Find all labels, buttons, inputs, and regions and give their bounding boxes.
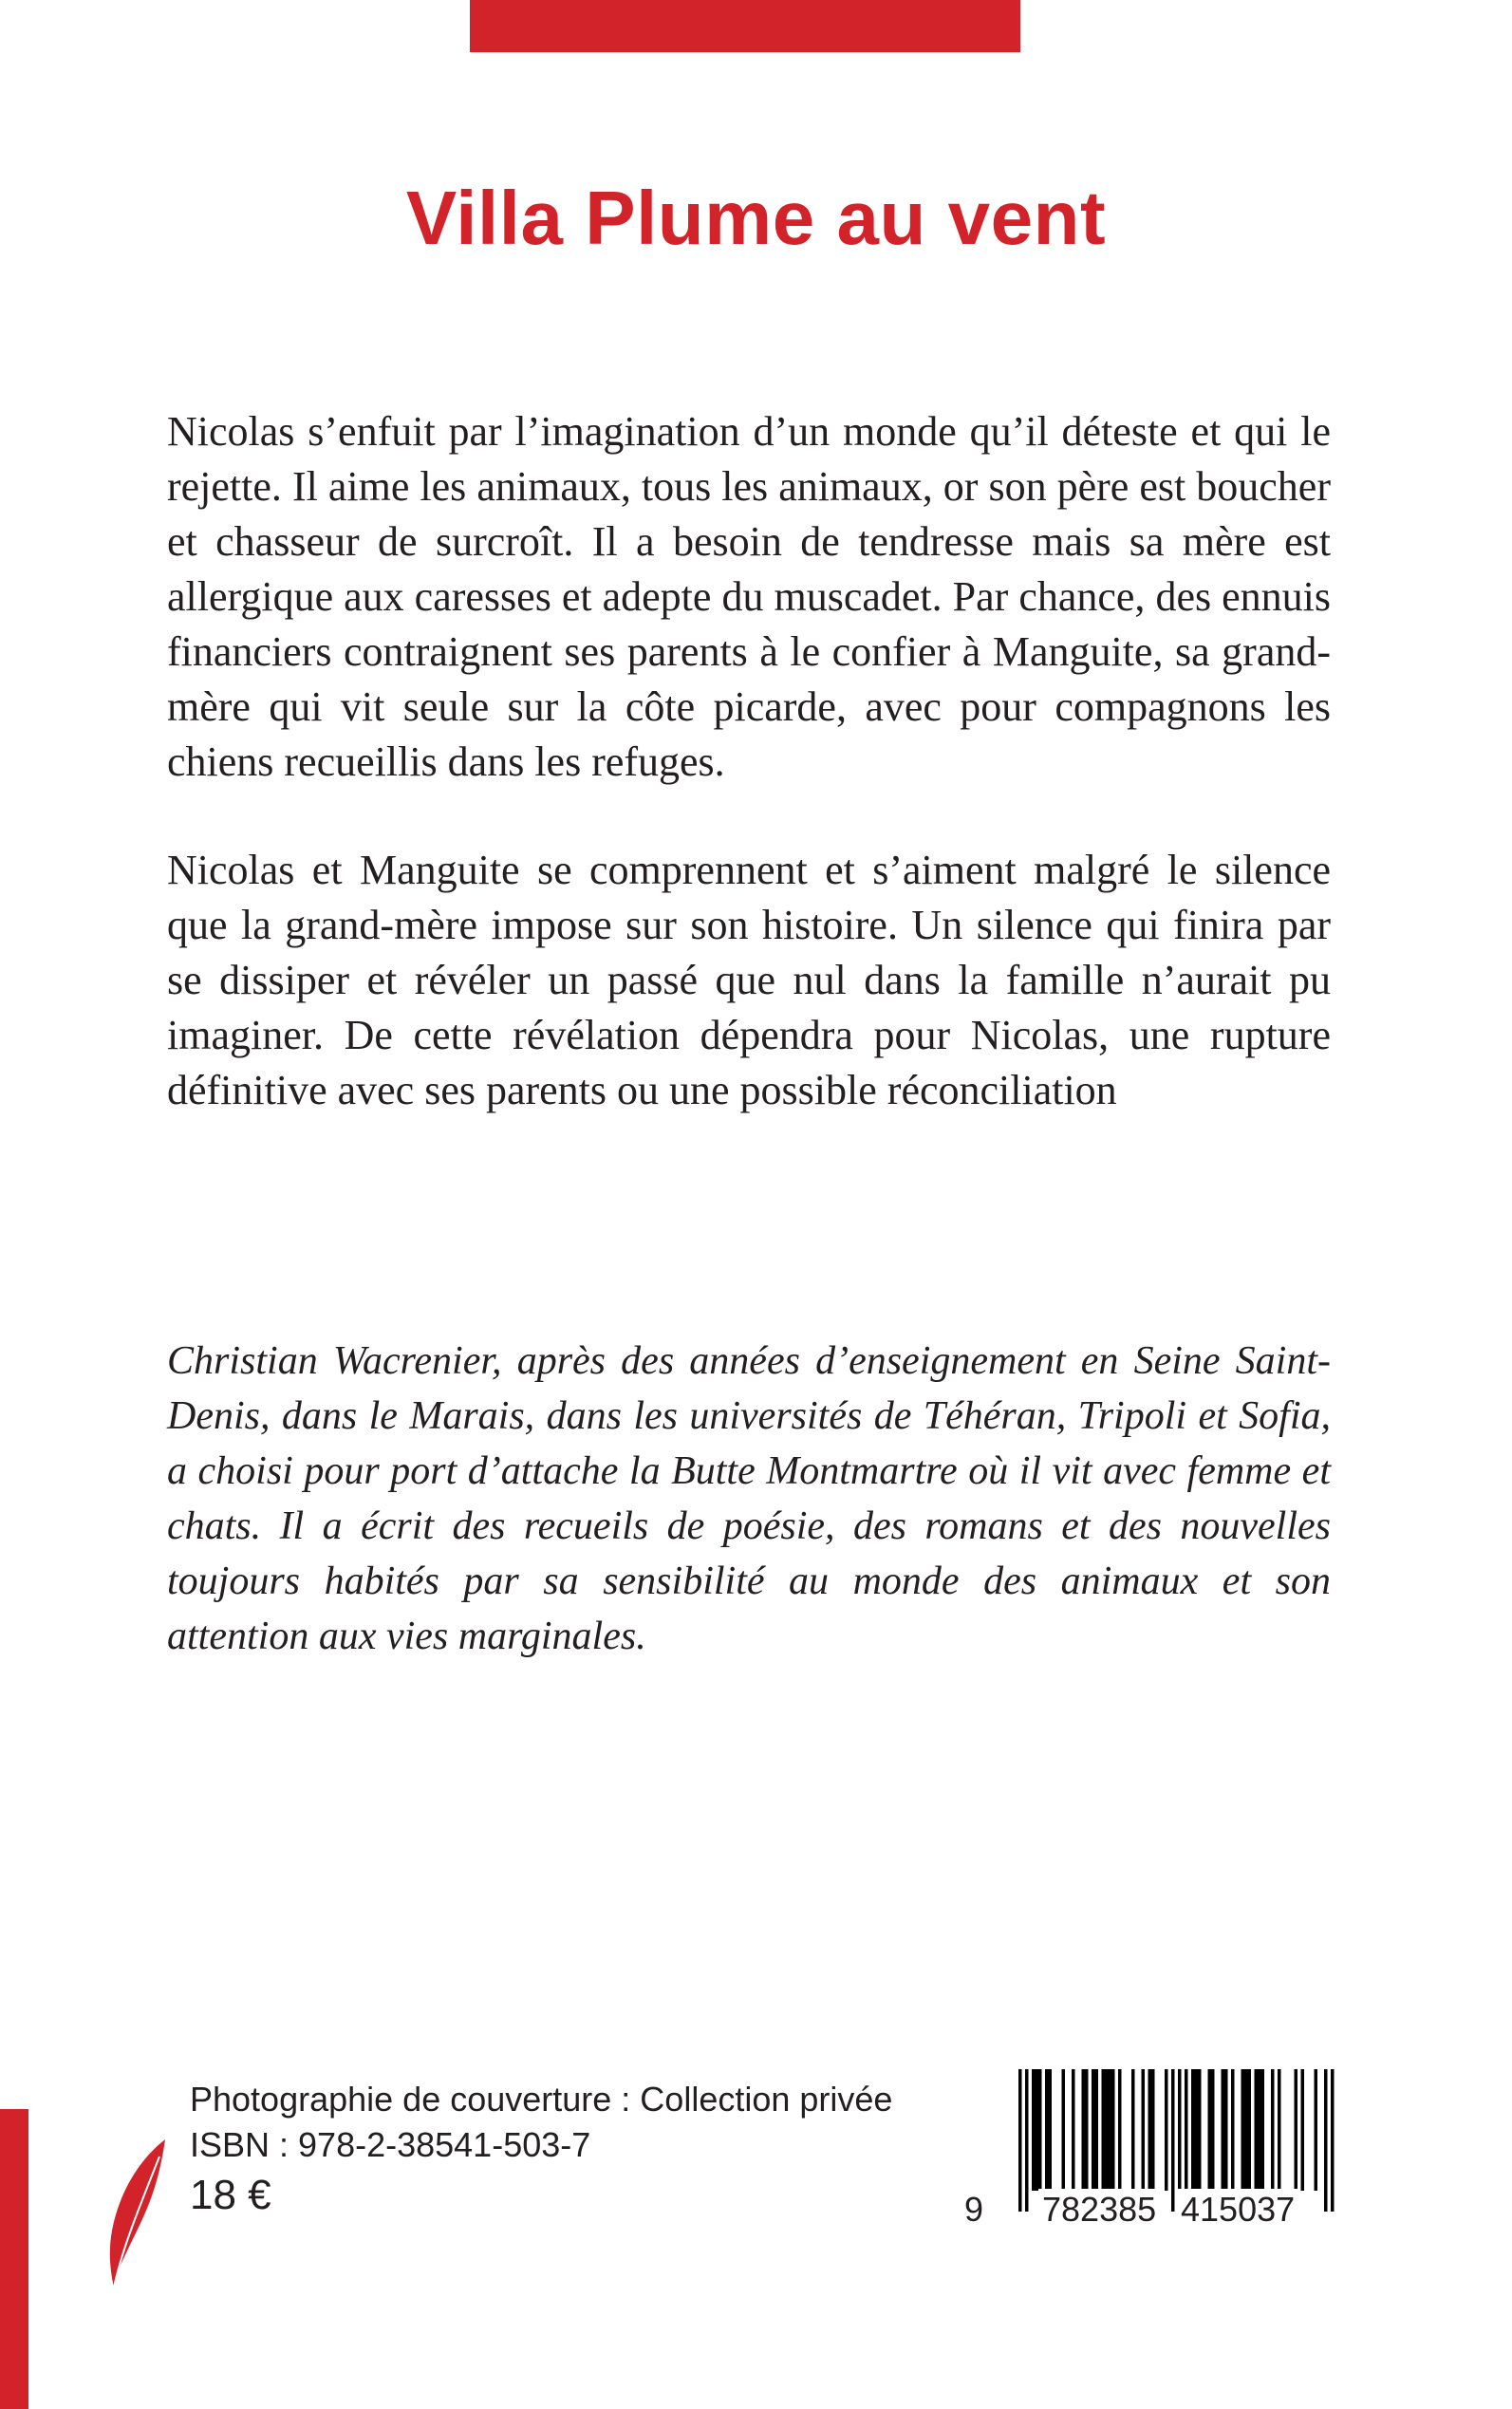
price: 18 € — [190, 2172, 271, 2218]
barcode-bar — [1185, 2069, 1188, 2191]
barcode-bar — [1244, 2069, 1248, 2191]
barcode-bar — [1105, 2069, 1109, 2191]
barcode-bar — [1301, 2069, 1305, 2191]
barcode-bar — [1109, 2069, 1112, 2191]
barcode-bar — [1198, 2069, 1202, 2191]
barcode-right-digits: 415037 — [1177, 2189, 1298, 2231]
barcode-bar — [1111, 2069, 1115, 2191]
barcode-bar — [1085, 2069, 1089, 2191]
barcode-bar — [1208, 2069, 1212, 2191]
barcode-bar — [1331, 2069, 1335, 2212]
barcode-bar — [1142, 2069, 1146, 2191]
barcode-left-digits: 782385 — [1038, 2189, 1160, 2231]
isbn: ISBN : 978-2-38541-503-7 — [190, 2125, 591, 2164]
barcode-bar — [1171, 2069, 1175, 2212]
barcode-bar — [1151, 2069, 1155, 2191]
barcode-bar — [1278, 2069, 1281, 2191]
barcode-bar — [1271, 2069, 1275, 2191]
barcode-bar — [1211, 2069, 1215, 2191]
book-title: Villa Plume au vent — [405, 176, 1107, 260]
barcode-bar — [1036, 2069, 1039, 2191]
barcode-bar — [1248, 2069, 1252, 2191]
barcode-bar — [1231, 2069, 1235, 2191]
barcode-bar — [1255, 2069, 1259, 2191]
barcode-bar — [1295, 2069, 1298, 2191]
barcode-bar — [1072, 2069, 1075, 2191]
barcode-bar — [1038, 2069, 1042, 2191]
barcode-bar — [1324, 2069, 1328, 2212]
barcode-bar — [1118, 2069, 1122, 2191]
barcode-bar — [1224, 2069, 1228, 2191]
barcode-bar — [1095, 2069, 1099, 2191]
top-accent-bar — [470, 0, 1020, 52]
barcode-bar — [1049, 2069, 1053, 2191]
synopsis-paragraph-1: Nicolas s’enfuit par l’imagination d’un monde qu’il déteste et qui le rejette. Il aime les animaux, tous les animaux, or son père est boucher et chasseur de surcroît. Il a besoin de tendresse mais sa mère est allergique aux caresses et adepte du muscadet. Par chance, des ennuis financiers contraignent ses parents à le confier à Manguite, sa grand-mère qui vit seule sur la côte picarde, avec pour compagnons les chiens recueillis dans les refuges. — [167, 408, 1331, 785]
barcode-bar — [1032, 2069, 1036, 2191]
author-bio: Christian Wacrenier, après des années d’enseignement en Seine Saint-Denis, dans le Marais, dans les universités de Téhéran, Tripoli et Sofia, a choisi pour port d’attache la Butte Montmartre où il vit avec femme et chats. Il a écrit des recueils de poésie, des romans et des nouvelles toujours habités par sa sensibilité au monde des animaux et son attention aux vies marginales. — [167, 1339, 1331, 1658]
barcode-bar — [1195, 2069, 1199, 2191]
barcode-bar — [1062, 2069, 1066, 2191]
barcode-bar — [1082, 2069, 1086, 2191]
barcode-bar — [1222, 2069, 1225, 2191]
barcode-bar — [1018, 2069, 1022, 2212]
barcode-bar — [1131, 2069, 1135, 2191]
synopsis-paragraph-2: Nicolas et Manguite se comprennent et s’aiment malgré le silence que la grand-mère impose sur son histoire. Un silence qui finira par se dissiper et révéler un passé que nul dans la famille n’aurait pu imaginer. De cette révélation dépendra pour Nicolas, une rupture définitive avec ses parents ou une possible réconciliation — [167, 847, 1331, 1113]
left-accent-bar — [0, 2109, 28, 2409]
publication-info — [190, 2077, 892, 2223]
photo-credit: Photographie de couverture : Collection privée — [190, 2080, 893, 2119]
barcode-bar — [1261, 2069, 1265, 2191]
barcode-bar — [1148, 2069, 1152, 2191]
barcode-bar — [1025, 2069, 1029, 2212]
barcode-bar — [1165, 2069, 1168, 2191]
barcode-bar — [1241, 2069, 1245, 2191]
barcode-bar — [1102, 2069, 1106, 2191]
barcode-bar — [1258, 2069, 1261, 2191]
barcode-bar — [1092, 2069, 1095, 2191]
barcode-bar — [1191, 2069, 1195, 2191]
barcode-first-digit: 9 — [964, 2190, 984, 2229]
feather-logo-icon — [103, 2138, 171, 2289]
barcode-bar — [1045, 2069, 1049, 2191]
barcode-bar — [1315, 2069, 1318, 2191]
